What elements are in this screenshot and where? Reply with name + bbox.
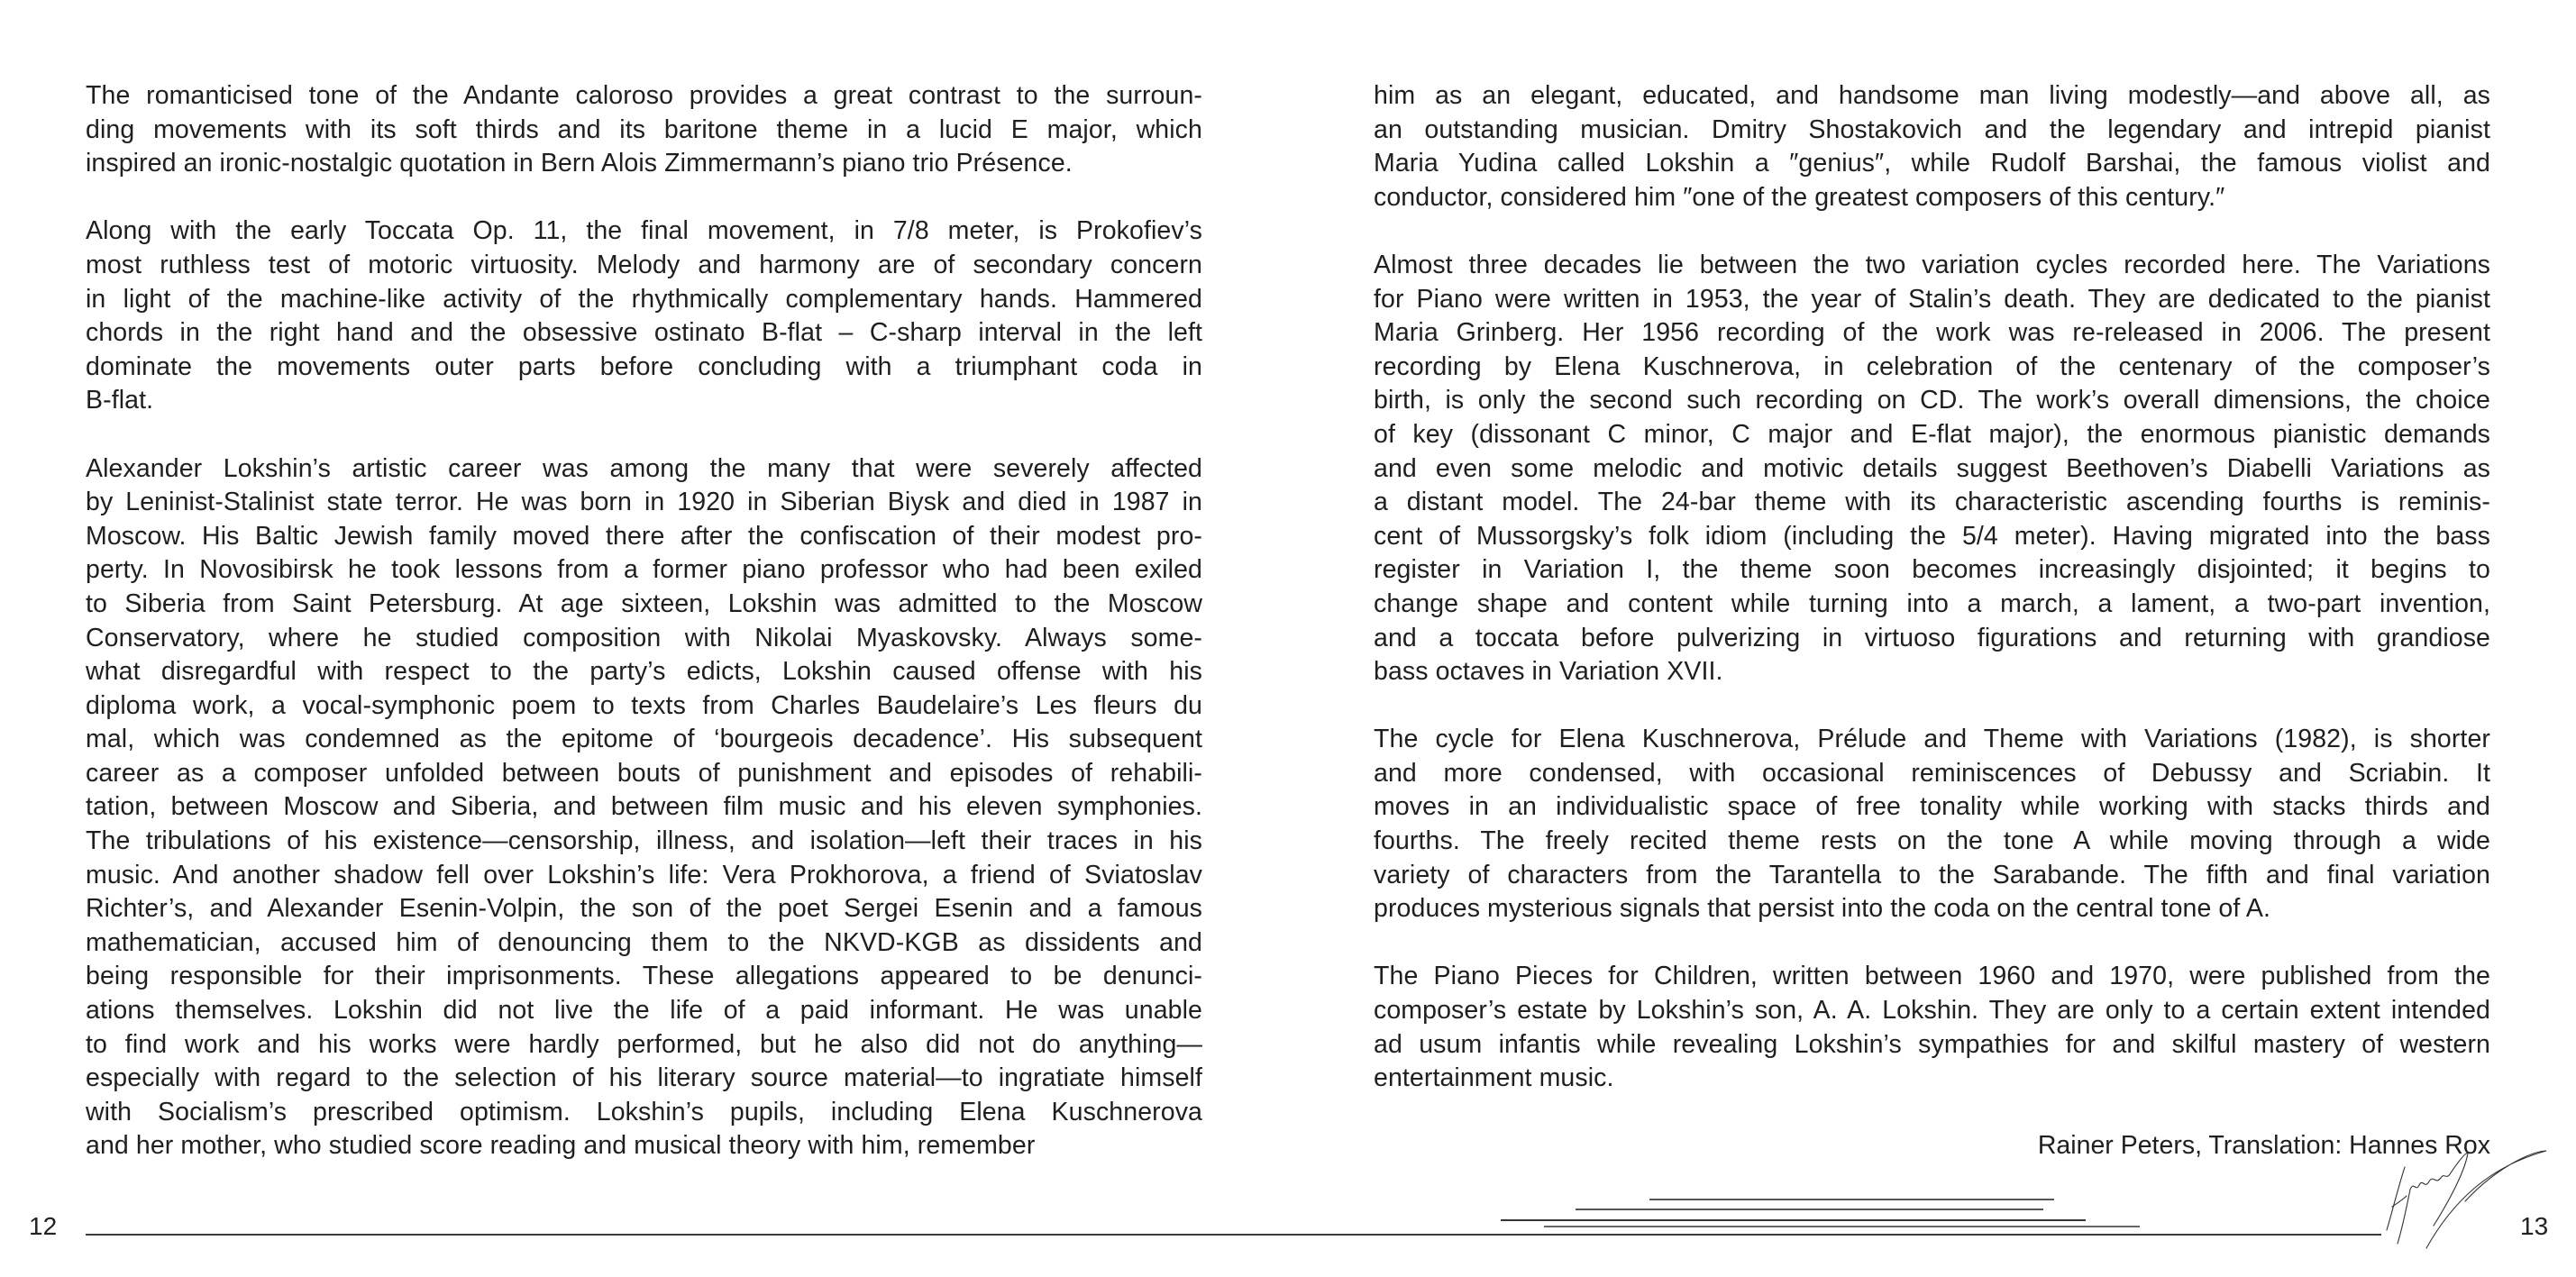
footer-rule [86, 1234, 2381, 1236]
paragraph [86, 79, 1202, 181]
text-line: The tribulations of his existence—censorship, illness, and isolation—left their traces in his [86, 826, 1202, 856]
text-line: of key (dissonant C minor, C major and E-flat major), the enormous pianistic demands [1374, 419, 2490, 449]
text-line: and her mother, who studied score reading and musical theory with him, remember [86, 1131, 1036, 1161]
text-line: The Piano Pieces for Children, written between 1960 and 1970, were published from the [1374, 962, 2490, 991]
text-line: most ruthless test of motoric virtuosity. Melody and harmony are of secondary concern [86, 250, 1202, 279]
text-line: moves in an individualistic space of free tonality while working with stacks thirds and [1374, 792, 2490, 822]
page-number-right: 13 [2520, 1212, 2549, 1240]
decorative-rule [1501, 1219, 2086, 1221]
text-line: dominate the movements outer parts before concluding with a triumphant coda in [86, 351, 1202, 381]
text-line: fourths. The freely recited theme rests on the tone A while moving through a wide [1374, 826, 2490, 856]
text-line: a distant model. The 24-bar theme with its characteristic ascending fourths is reminis- [1374, 488, 2490, 517]
text-line: music. And another shadow fell over Lokshin’s life: Vera Prokhorova, a friend of Sviatoslav [86, 860, 1202, 889]
text-line: entertainment music. [1374, 1063, 1614, 1093]
paragraph [1374, 79, 2490, 214]
text-line: to Siberia from Saint Petersburg. At age sixteen, Lokshin was admitted to the Moscow [86, 588, 1202, 618]
text-line: The romanticised tone of the Andante caloroso provides a great contrast to the surroun- [86, 81, 1202, 110]
text-line: inspired an ironic-nostalgic quotation in Bern Alois Zimmermann’s piano trio Présence. [86, 149, 1073, 178]
text-line: in light of the machine-like activity of the rhythmically complementary hands. Hammered [86, 284, 1202, 314]
text-line: Alexander Lokshin’s artistic career was among the many that were severely affected [86, 453, 1202, 483]
text-line: especially with regard to the selection of his literary source material—to ingratiate himself [86, 1063, 1202, 1093]
paragraph-gap [86, 418, 1202, 452]
text-line: for Piano were written in 1953, the year of Stalin’s death. They are dedicated to the pianist [1374, 284, 2490, 314]
text-line: career as a composer unfolded between bouts of punishment and episodes of rehabili- [86, 758, 1202, 788]
text-line: chords in the right hand and the obsessive ostinato B-flat – C-sharp interval in the left [86, 318, 1202, 348]
text-line: and a toccata before pulverizing in virtuoso figurations and returning with grandiose [1374, 623, 2490, 652]
text-line: him as an elegant, educated, and handsome man living modestly—and above all, as [1374, 81, 2490, 110]
text-line: recording by Elena Kuschnerova, in celebration of the centenary of the composer’s [1374, 351, 2490, 381]
paragraph [1374, 249, 2490, 689]
decorative-rule [1544, 1226, 2140, 1227]
paragraph [1374, 723, 2490, 926]
text-line: composer’s estate by Lokshin’s son, A. A. Lokshin. They are only to a certain extent intended [1374, 996, 2490, 1026]
text-line: birth, is only the second such recording on CD. The work’s overall dimensions, the choice [1374, 386, 2490, 415]
text-line: ad usum infantis while revealing Lokshin’s sympathies for and skilful mastery of western [1374, 1029, 2490, 1059]
text-line: The cycle for Elena Kuschnerova, Prélude and Theme with Variations (1982), is shorter [1374, 725, 2490, 754]
text-line: tation, between Moscow and Siberia, and between film music and his eleven symphonies. [86, 792, 1202, 822]
text-line: ding movements with its soft thirds and its baritone theme in a lucid E major, which [86, 114, 1202, 144]
paragraph-gap [1374, 926, 2490, 961]
text-line: an outstanding musician. Dmitry Shostakovich and the legendary and intrepid pianist [1374, 114, 2490, 144]
text-line: by Leninist-Stalinist state terror. He was born in 1920 in Siberian Biysk and died in 1987 in [86, 488, 1202, 517]
text-line: Almost three decades lie between the two variation cycles recorded here. The Variations [1374, 250, 2490, 279]
paragraph-gap [1374, 1096, 2490, 1130]
text-line: Moscow. His Baltic Jewish family moved there after the confiscation of their modest pro- [86, 521, 1202, 551]
text-line: and more condensed, with occasional reminiscences of Debussy and Scriabin. It [1374, 758, 2490, 788]
text-line: Maria Yudina called Lokshin a ″genius″, while Rudolf Barshai, the famous violist and [1374, 149, 2490, 178]
signature-icon [2380, 1140, 2551, 1253]
text-line: Conservatory, where he studied composition with Nikolai Myaskovsky. Always some- [86, 623, 1202, 652]
text-line: ations themselves. Lokshin did not live the life of a paid informant. He was unable [86, 996, 1202, 1026]
text-line: register in Variation I, the theme soon becomes increasingly disjointed; it begins to [1374, 555, 2490, 585]
page-number-left: 12 [29, 1212, 58, 1240]
text-line: perty. In Novosibirsk he took lessons from a former piano professor who had been exiled [86, 555, 1202, 585]
text-line: with Socialism’s prescribed optimism. Lokshin’s pupils, including Elena Kuschnerova [86, 1097, 1202, 1126]
text-line: cent of Mussorgsky’s folk idiom (including the 5/4 meter). Having migrated into the bass [1374, 521, 2490, 551]
paragraph-gap [86, 181, 1202, 215]
paragraph [86, 452, 1202, 1163]
text-line: conductor, considered him ″one of the greatest composers of this century.″ [1374, 182, 2225, 212]
left-page-text-column [86, 79, 1202, 1163]
text-line: to find work and his works were hardly performed, but he also did not do anything— [86, 1029, 1202, 1059]
right-page-text-column [1374, 79, 2490, 1163]
text-line: variety of characters from the Tarantella to the Sarabande. The fifth and final variation [1374, 860, 2490, 889]
text-line: Maria Grinberg. Her 1956 recording of the work was re-released in 2006. The present [1374, 318, 2490, 348]
paragraph-gap [1374, 214, 2490, 249]
text-line: being responsible for their imprisonments. These allegations appeared to be denunci- [86, 962, 1202, 991]
text-line: mal, which was condemned as the epitome of ‘bourgeois decadence’. His subsequent [86, 725, 1202, 754]
text-line: and even some melodic and motivic details suggest Beethoven’s Diabelli Variations as [1374, 453, 2490, 483]
text-line: diploma work, a vocal-symphonic poem to texts from Charles Baudelaire’s Les fleurs du [86, 690, 1202, 720]
text-line: B-flat. [86, 386, 154, 415]
text-line: produces mysterious signals that persist into the coda on the central tone of A. [1374, 894, 2270, 924]
text-line: Richter’s, and Alexander Esenin-Volpin, the son of the poet Sergei Esenin and a famous [86, 894, 1202, 924]
decorative-rule [1649, 1199, 2054, 1200]
author-attribution: Rainer Peters, Translation: Hannes Rox [2037, 1131, 2490, 1161]
text-line: what disregardful with respect to the party’s edicts, Lokshin caused offense with his [86, 657, 1202, 687]
text-line: change shape and content while turning into a march, a lament, a two-part invention, [1374, 588, 2490, 618]
text-line: Along with the early Toccata Op. 11, the final movement, in 7/8 meter, is Prokofiev’s [86, 216, 1202, 246]
paragraph [86, 214, 1202, 418]
text-line: mathematician, accused him of denouncing them to the NKVD-KGB as dissidents and [86, 927, 1202, 957]
decorative-rule [1576, 1209, 2043, 1210]
paragraph-gap [1374, 689, 2490, 724]
text-line: bass octaves in Variation XVII. [1374, 657, 1723, 687]
paragraph [1374, 960, 2490, 1095]
